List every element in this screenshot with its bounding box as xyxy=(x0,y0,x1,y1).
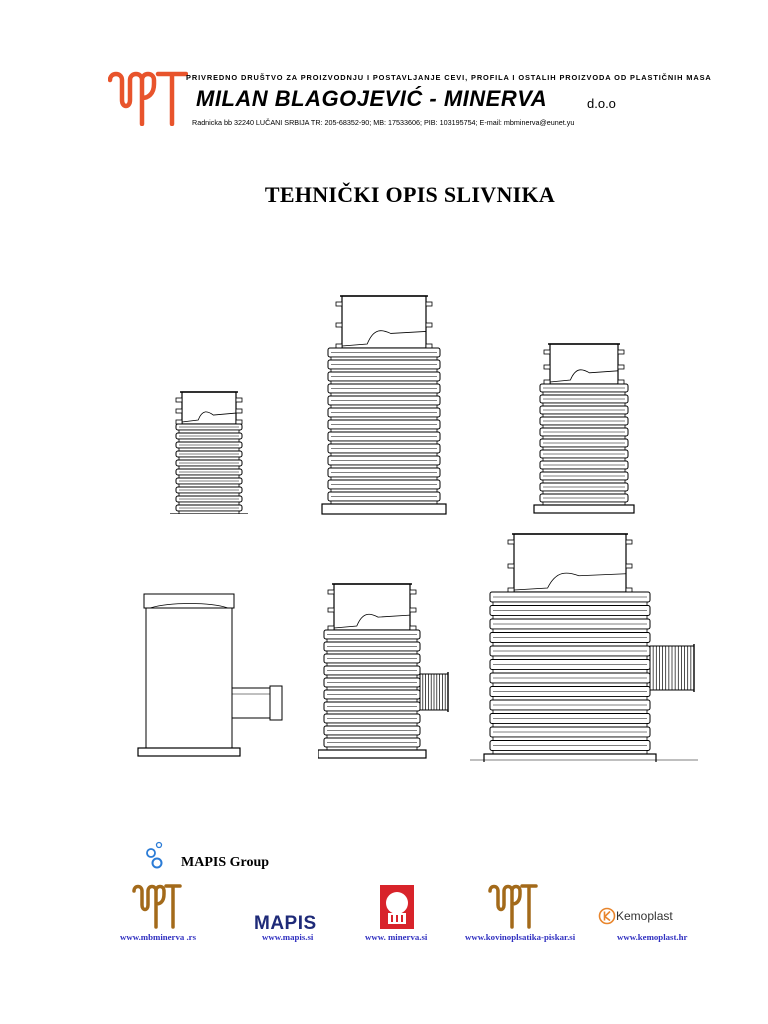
link-mapis[interactable]: www.mapis.si xyxy=(262,932,314,942)
company-address: Radnicka bb 32240 LUČANI SRBIJA TR: 205-68352-90; MB: 17533606; PIB: 103195754; E-mail: mbminerva@eunet.yu xyxy=(192,118,575,127)
mapis-logo: MAPIS xyxy=(254,913,317,934)
mapis-bubbles-icon xyxy=(143,841,165,869)
slivnik-medium-drawing xyxy=(532,340,636,514)
slivnik-tall-drawing xyxy=(318,294,450,516)
document-title: TEHNIČKI OPIS SLIVNIKA xyxy=(264,182,556,207)
minerva-logo xyxy=(108,70,188,126)
mapis-group-label: MAPIS Group xyxy=(181,855,270,870)
slivnik-large-outlet-drawing xyxy=(470,530,700,762)
link-kovinoplastika[interactable]: www.kovinoplsatika-piskar.si xyxy=(465,932,576,942)
kovinoplastika-logo xyxy=(488,883,538,929)
link-kemoplast[interactable]: www.kemoplast.hr xyxy=(617,932,688,942)
company-name: MILAN BLAGOJEVIĆ - MINERVA xyxy=(196,86,548,111)
mbminerva-logo xyxy=(132,883,182,929)
link-mbminerva[interactable]: www.mbminerva .rs xyxy=(120,932,196,942)
kemoplast-k-icon xyxy=(598,907,616,925)
company-tagline: PRIVREDNO DRUŠTVO ZA PROIZVODNJU I POSTAVLJANJE CEVI, PROFILA I OSTALIH PROIZVODA OD PLASTIČNIH MASA xyxy=(186,73,712,82)
company-suffix: d.o.o xyxy=(587,96,616,111)
minerva-si-logo xyxy=(380,885,414,929)
link-minerva-si[interactable]: www. minerva.si xyxy=(365,932,428,942)
slivnik-small-drawing xyxy=(170,388,248,514)
kemoplast-logo: Kemoplast xyxy=(616,909,673,923)
slivnik-medium-outlet-drawing xyxy=(318,582,452,762)
slivnik-cylinder-drawing xyxy=(130,582,290,760)
